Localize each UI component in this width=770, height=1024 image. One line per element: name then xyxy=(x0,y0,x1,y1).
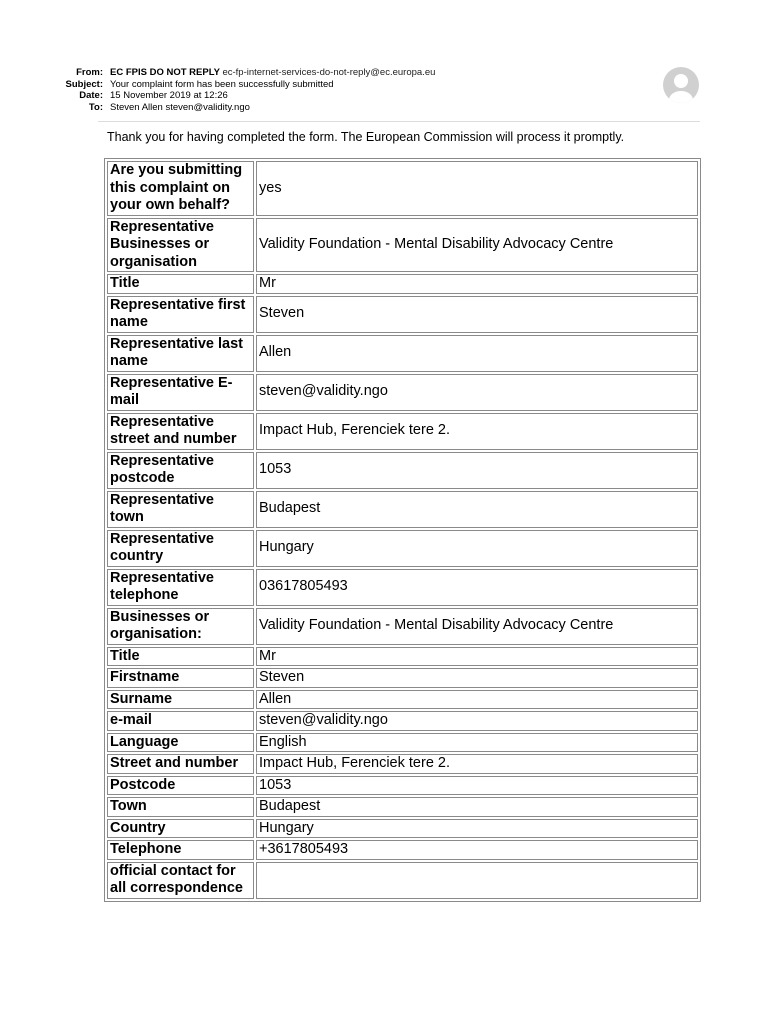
header-divider xyxy=(98,121,700,122)
from-label: From: xyxy=(76,67,103,78)
table-row xyxy=(107,690,698,710)
field-label: Postcode xyxy=(107,776,254,796)
table-row xyxy=(107,840,698,860)
field-label: official contact for all correspondence xyxy=(107,862,254,899)
field-value: Steven xyxy=(256,668,698,688)
sender-address[interactable]: ec-fp-internet-services-do-not-reply@ec.europa.eu xyxy=(222,67,436,78)
from-value xyxy=(110,67,435,79)
field-label: Representative Businesses or organisation xyxy=(107,218,254,273)
field-value: Mr xyxy=(256,647,698,667)
table-row xyxy=(107,754,698,774)
table-row xyxy=(107,218,698,273)
field-value: Hungary xyxy=(256,819,698,839)
field-label: Businesses or organisation: xyxy=(107,608,254,645)
field-label: Representative telephone xyxy=(107,569,254,606)
date-value: 15 November 2019 at 12:26 xyxy=(110,90,228,101)
field-value: 1053 xyxy=(256,776,698,796)
field-label: Representative street and number xyxy=(107,413,254,450)
form-table-container xyxy=(104,158,701,958)
field-value: Allen xyxy=(256,335,698,372)
table-row xyxy=(107,530,698,567)
form-table xyxy=(104,158,701,902)
field-label: Street and number xyxy=(107,754,254,774)
from-row xyxy=(0,67,770,79)
field-value: Validity Foundation - Mental Disability Advocacy Centre xyxy=(256,218,698,273)
table-row xyxy=(107,569,698,606)
subject-label: Subject: xyxy=(65,78,103,90)
table-row xyxy=(107,776,698,796)
sender-name[interactable]: EC FPIS DO NOT REPLY xyxy=(110,67,220,78)
table-row xyxy=(107,797,698,817)
field-label: Language xyxy=(107,733,254,753)
field-value: Steven xyxy=(256,296,698,333)
table-row xyxy=(107,647,698,667)
table-row xyxy=(107,819,698,839)
field-label: Representative last name xyxy=(107,335,254,372)
field-label: Surname xyxy=(107,690,254,710)
field-value: Mr xyxy=(256,274,698,294)
date-label: Date: xyxy=(79,90,103,101)
field-value: Budapest xyxy=(256,797,698,817)
table-row xyxy=(107,161,698,216)
field-label: Country xyxy=(107,819,254,839)
table-row xyxy=(107,862,698,899)
field-label: e-mail xyxy=(107,711,254,731)
field-value: steven@validity.ngo xyxy=(256,711,698,731)
to-value[interactable]: Steven Allen steven@validity.ngo xyxy=(110,101,250,113)
table-row xyxy=(107,374,698,411)
table-row xyxy=(107,274,698,294)
field-label: Are you submitting this complaint on your own behalf? xyxy=(107,161,254,216)
field-label: Representative postcode xyxy=(107,452,254,489)
field-value: 03617805493 xyxy=(256,569,698,606)
person-silhouette-icon xyxy=(663,67,699,103)
to-label: To: xyxy=(88,101,103,113)
field-value: Impact Hub, Ferenciek tere 2. xyxy=(256,754,698,774)
field-label: Firstname xyxy=(107,668,254,688)
table-row xyxy=(107,335,698,372)
field-value xyxy=(256,862,698,899)
field-value: Allen xyxy=(256,690,698,710)
table-row xyxy=(107,452,698,489)
field-label: Representative E-mail xyxy=(107,374,254,411)
field-value: Validity Foundation - Mental Disability Advocacy Centre xyxy=(256,608,698,645)
email-header xyxy=(0,67,770,113)
field-label: Representative country xyxy=(107,530,254,567)
table-row xyxy=(107,711,698,731)
field-label: Town xyxy=(107,797,254,817)
to-row xyxy=(0,102,770,114)
field-value: 1053 xyxy=(256,452,698,489)
field-label: Title xyxy=(107,274,254,294)
field-value: +3617805493 xyxy=(256,840,698,860)
table-row xyxy=(107,668,698,688)
field-value: yes xyxy=(256,161,698,216)
field-label: Representative town xyxy=(107,491,254,528)
field-label: Title xyxy=(107,647,254,667)
field-value: Hungary xyxy=(256,530,698,567)
table-row xyxy=(107,491,698,528)
field-label: Telephone xyxy=(107,840,254,860)
table-row xyxy=(107,296,698,333)
table-row xyxy=(107,608,698,645)
subject-row xyxy=(0,79,770,91)
table-row xyxy=(107,733,698,753)
date-row xyxy=(0,90,770,102)
field-label: Representative first name xyxy=(107,296,254,333)
intro-text: Thank you for having completed the form. The European Commission will process it promptly. xyxy=(107,130,625,144)
subject-value: Your complaint form has been successfully submitted xyxy=(110,78,334,90)
field-value: Budapest xyxy=(256,491,698,528)
form-table-body xyxy=(107,161,698,899)
field-value: English xyxy=(256,733,698,753)
table-row xyxy=(107,413,698,450)
field-value: steven@validity.ngo xyxy=(256,374,698,411)
field-value: Impact Hub, Ferenciek tere 2. xyxy=(256,413,698,450)
